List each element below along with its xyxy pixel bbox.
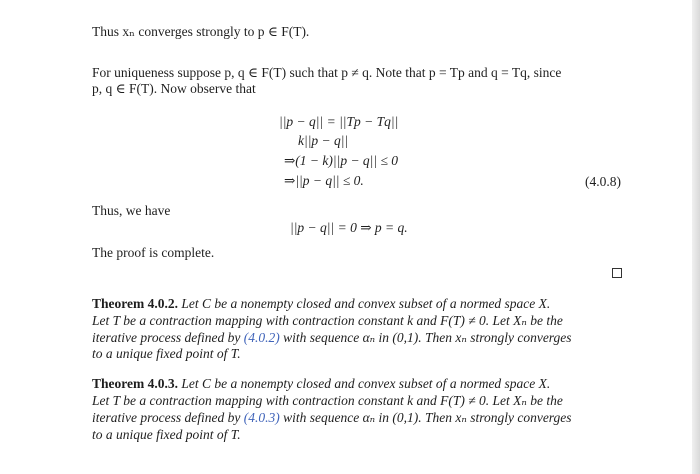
theorem-4-0-3-line-4: to a unique fixed point of T. bbox=[92, 427, 241, 442]
page-edge-shadow bbox=[692, 0, 700, 474]
equation-conclusion: ||p − q|| = 0 ⇒ p = q. bbox=[290, 220, 408, 235]
theorem-4-0-3-heading: Theorem 4.0.3. bbox=[92, 376, 178, 391]
equation-ref-4-0-2-link[interactable]: (4.0.2) bbox=[243, 330, 280, 345]
uniqueness-paragraph-line-1: For uniqueness suppose p, q ∈ F(T) such that p ≠ q. Note that p = Tp and q = Tq, since bbox=[92, 65, 562, 80]
theorem-4-0-2-text-1: Let C be a nonempty closed and convex subset of a normed space X. bbox=[181, 296, 551, 311]
theorem-4-0-3-text-3a: iterative process defined by bbox=[92, 410, 244, 425]
thus-we-have: Thus, we have bbox=[92, 203, 171, 218]
equation-line-4: ⇒||p − q|| ≤ 0. bbox=[284, 173, 364, 188]
theorem-4-0-3-line-1 bbox=[92, 376, 550, 392]
qed-box-icon bbox=[612, 268, 622, 278]
equation-line-2: k||p − q|| bbox=[298, 133, 349, 148]
theorem-4-0-2-text-3b: with sequence αₙ in (0,1). Then xₙ strongly converges bbox=[279, 330, 572, 345]
theorem-4-0-2-text-3a: iterative process defined by bbox=[92, 330, 244, 345]
theorem-4-0-2-line-4: to a unique fixed point of T. bbox=[92, 346, 241, 361]
equation-line-3: ⇒(1 − k)||p − q|| ≤ 0 bbox=[284, 153, 399, 168]
theorem-4-0-2-line-2: Let T be a contraction mapping with contraction constant k and F(T) ≠ 0. Let Xₙ be the bbox=[92, 313, 563, 328]
theorem-4-0-2-line-1 bbox=[92, 296, 550, 312]
equation-number: (4.0.8) bbox=[585, 174, 621, 189]
uniqueness-paragraph-line-2: p, q ∈ F(T). Now observe that bbox=[92, 81, 256, 96]
theorem-4-0-3-text-3b: with sequence αₙ in (0,1). Then xₙ strongly converges bbox=[279, 410, 572, 425]
equation-ref-4-0-3-link[interactable]: (4.0.3) bbox=[243, 410, 280, 425]
theorem-4-0-2-line-3 bbox=[92, 330, 572, 346]
theorem-4-0-3-line-2: Let T be a contraction mapping with contraction constant k and F(T) ≠ 0. Let Xₙ be the bbox=[92, 393, 563, 408]
theorem-4-0-3-text-1: Let C be a nonempty closed and convex subset of a normed space X. bbox=[181, 376, 551, 391]
proof-complete: The proof is complete. bbox=[92, 245, 215, 260]
theorem-4-0-2-heading: Theorem 4.0.2. bbox=[92, 296, 178, 311]
equation-line-1: ||p − q|| = ||Tp − Tq|| bbox=[279, 114, 399, 129]
theorem-4-0-3-line-3 bbox=[92, 410, 572, 426]
convergence-statement: Thus xₙ converges strongly to p ∈ F(T). bbox=[92, 24, 310, 39]
